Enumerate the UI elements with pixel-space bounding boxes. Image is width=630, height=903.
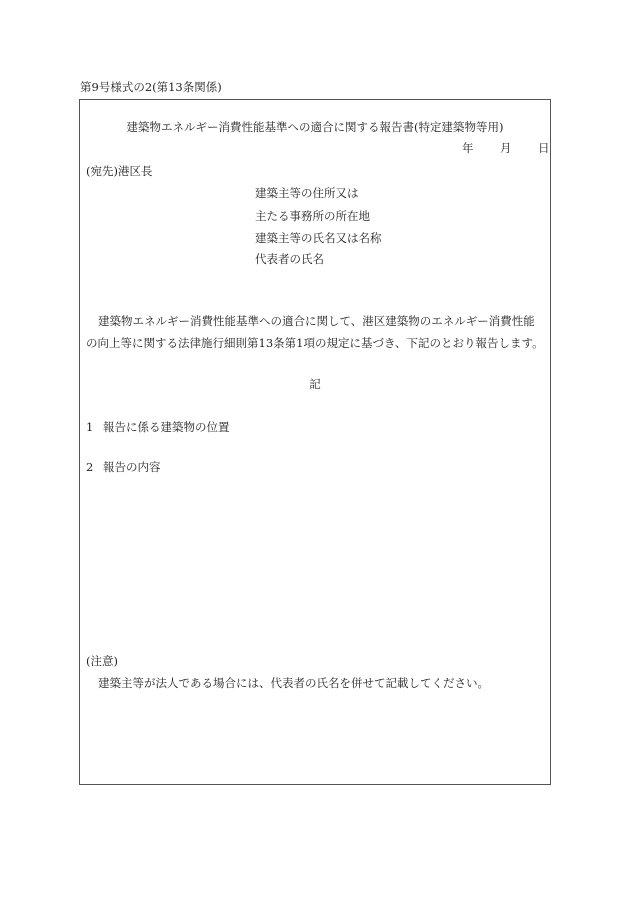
body-text-line-2: の向上等に関する法律施行細則第13条第1項の規定に基づき、下記のとおり報告します。 [86, 336, 544, 350]
form-number-label: 第9号様式の2(第13条関係) [80, 80, 222, 94]
document-title: 建築物エネルギー消費性能基準への適合に関する報告書(特定建築物等用) [126, 120, 504, 134]
applicant-name-label: 建築主等の氏名又は名称 [255, 231, 382, 245]
applicant-office-location-label: 主たる事務所の所在地 [255, 209, 370, 223]
note-heading: (注意) [86, 654, 118, 668]
item-report-content [86, 462, 161, 474]
ki-heading: 記 [309, 377, 321, 391]
representative-name-label: 代表者の氏名 [255, 252, 324, 266]
item-label: 報告に係る建築物の位置 [103, 420, 230, 434]
addressee: (宛先)港区長 [86, 164, 153, 178]
item-building-location [86, 422, 230, 434]
date-month-label: 月 [500, 141, 512, 155]
item-number: 2 [86, 460, 94, 474]
note-text: 建築主等が法人である場合には、代表者の氏名を併せて記載してください。 [98, 676, 489, 690]
applicant-address-label: 建築主等の住所又は [255, 186, 359, 200]
item-number: 1 [86, 420, 94, 434]
item-label: 報告の内容 [103, 460, 161, 474]
date-year-label: 年 [462, 141, 474, 155]
body-text-line-1: 建築物エネルギー消費性能基準への適合に関して、港区建築物のエネルギー消費性能 [98, 314, 535, 328]
date-day-label: 日 [538, 141, 550, 155]
